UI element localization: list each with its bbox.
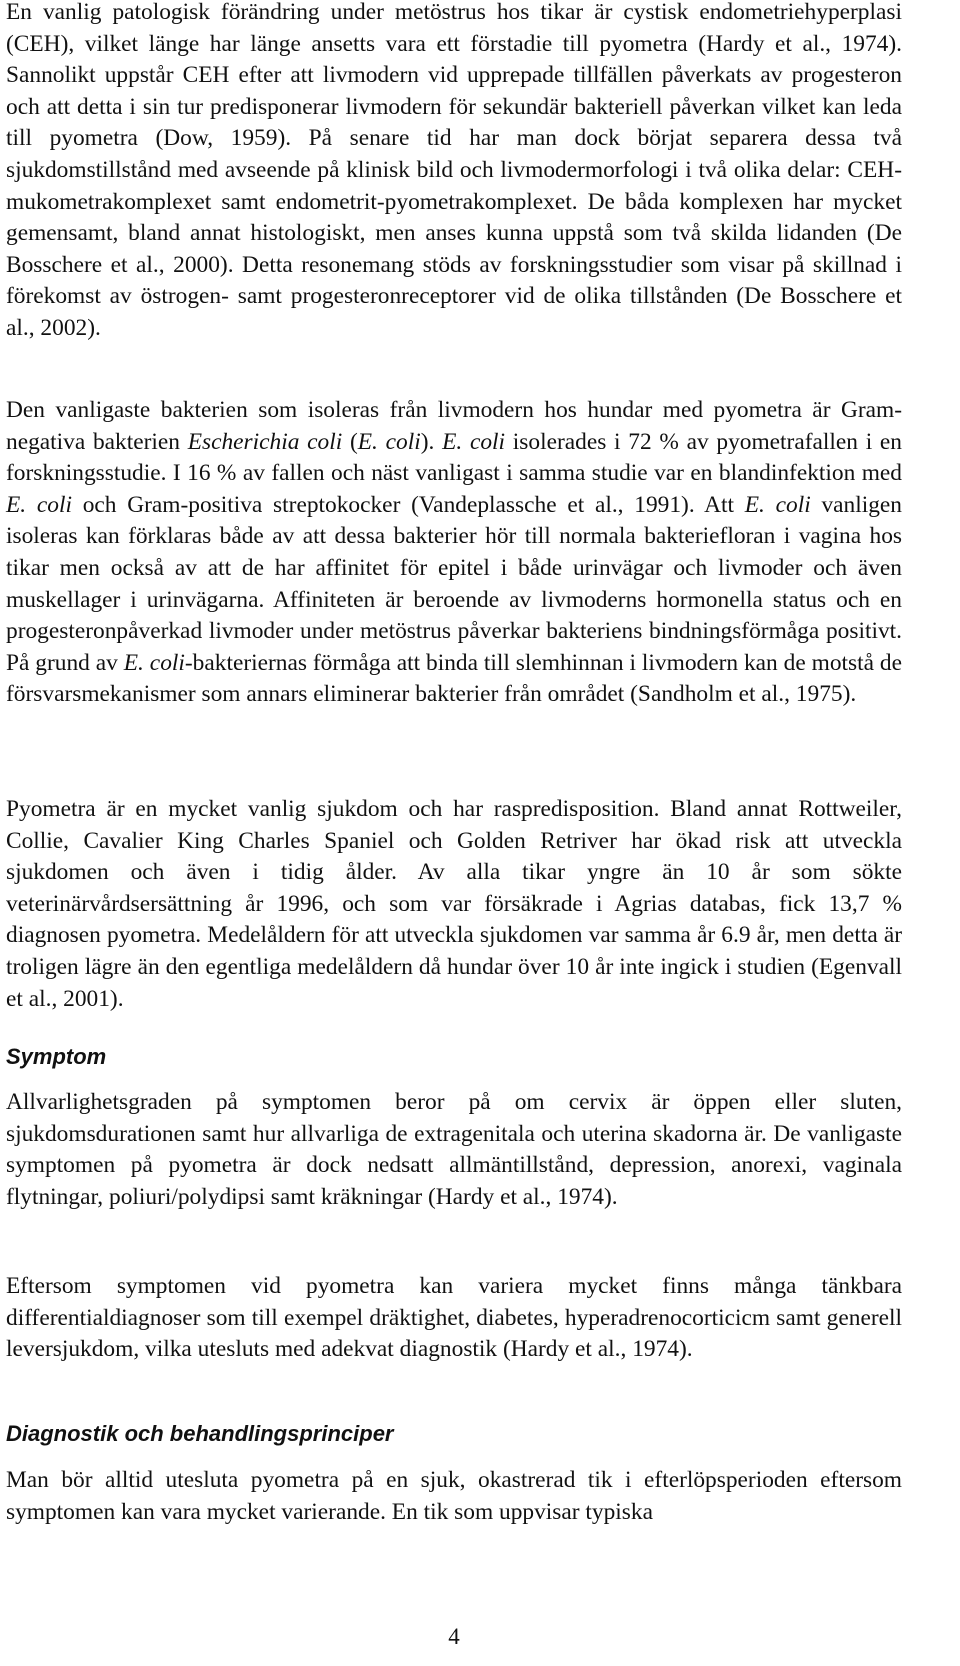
text-span: isolerades i 72 % av pyometrafallen i en forskningsstudie. I 16 % av fallen och näst vanligast i samma studie var en blandinfektion med bbox=[6, 428, 903, 487]
italic-term: E. coli bbox=[123, 649, 185, 676]
italic-term: E. coli bbox=[357, 428, 421, 455]
italic-term: E. coli bbox=[6, 491, 72, 518]
paragraph-differential-diagnoses: Eftersom symptomen vid pyometra kan variera mycket finns många tänkbara differentialdiagnoser som till exempel dräktighet, diabetes, hyperadrenocorticicm samt generell leversjukdom, vilka utesluts med adekvat diagnostik (Hardy et al., 1974). bbox=[6, 1273, 902, 1363]
section-heading-symptom: Symptom bbox=[6, 1044, 107, 1069]
paragraph-ceh: En vanlig patologisk förändring under metöstrus hos tikar är cystisk endometriehyperplasi (CEH), vilket länge har länge ansetts vara ett förstadie till pyometra (Hardy et al., 1974). Sannolikt uppstår CEH efter att livmodern vid upprepade tillfällen påverkats av progesteron och att detta i sin tur predisponerar livmodern för sekundär bakteriell påverkan vilket kan leda till pyometra (Dow, 1959). På senare tid har man dock börjat separera dessa två sjukdomstillstånd med avseende på klinisk bild och livmodermorfologi i två olika delar: CEH-mukometrakomplexet samt endometrit-pyometrakomplexet. De båda komplexen har mycket gemensamt, bland annat histologiskt, men anses kunna uppstå som två skilda lidanden (De Bosschere et al., 2000). Detta resonemang stöds av forskningsstudier som visar på skillnad i förekomst av östrogen- samt progesteronreceptorer vid de olika tillstånden (De Bosschere et al., 2002). bbox=[6, 0, 902, 341]
text-span: ). bbox=[420, 428, 443, 455]
paragraph-diagnostics: Man bör alltid utesluta pyometra på en sjuk, okastrerad tik i efterlöpsperioden eftersom symptomen kan vara mycket varierande. En tik som uppvisar typiska bbox=[6, 1467, 902, 1525]
text-span: -bakteriernas förmåga att binda till slemhinnan i livmodern kan de motstå de försvarsmekanismer som annars eliminerar bakterier från området (Sandholm et al., 1975). bbox=[6, 649, 902, 708]
italic-term: E. coli bbox=[744, 491, 811, 518]
section-heading-diagnostik: Diagnostik och behandlingsprinciper bbox=[6, 1421, 394, 1446]
text-span: Den vanligaste bakterien som isoleras från livmodern hos hundar med pyometra är Gram-negativa bakterien bbox=[6, 397, 902, 455]
page-number: 4 bbox=[448, 1624, 460, 1649]
paragraph-symptoms: Allvarlighetsgraden på symptomen beror på om cervix är öppen eller sluten, sjukdomsdurationen samt hur allvarliga de extragenitala och uterina skadorna är. De vanligaste symptomen på pyometra är dock nedsatt allmäntillstånd, depression, anorexi, vaginala flytningar, poliuri/polydipsi samt kräkningar (Hardy et al., 1974). bbox=[6, 1089, 902, 1210]
paragraph-bacteria bbox=[6, 395, 902, 711]
italic-term: E. coli bbox=[442, 428, 506, 455]
text-span: vanligen isoleras kan förklaras både av att dessa bakterier hör till normala bakteriefloran i vagina hos tikar men också av att de har affinitet för epitel i både urinvägar och livmoder och även muskellager i urinvägarna. Affiniteten är beroende av livmoderns hormonella status och en progesteronpåverkad livmoder under metöstrus påverkar bakteriens bindningsförmåga positivt. På grund av bbox=[6, 491, 903, 676]
text-span: ( bbox=[342, 428, 358, 455]
paragraph-breed-predisposition: Pyometra är en mycket vanlig sjukdom och har raspredisposition. Bland annat Rottweiler, Collie, Cavalier King Charles Spaniel och Golden Retriver har ökad risk att utveckla sjukdomen och även i tidig ålder. Av alla tikar yngre än 10 år som sökte veterinärvårdsersättning år 1996, och som var försäkrade i Agrias databas, fick 13,7 % diagnosen pyometra. Medelåldern för att utveckla sjukdomen var samma år 6.9 år, men detta är troligen lägre än den egentliga medelåldern då hundar över 10 år inte ingick i studien (Egenvall et al., 2001). bbox=[6, 796, 902, 1012]
text-span: och Gram-positiva streptokocker (Vandeplassche et al., 1991). Att bbox=[71, 491, 745, 518]
italic-term: Escherichia coli bbox=[187, 428, 343, 455]
